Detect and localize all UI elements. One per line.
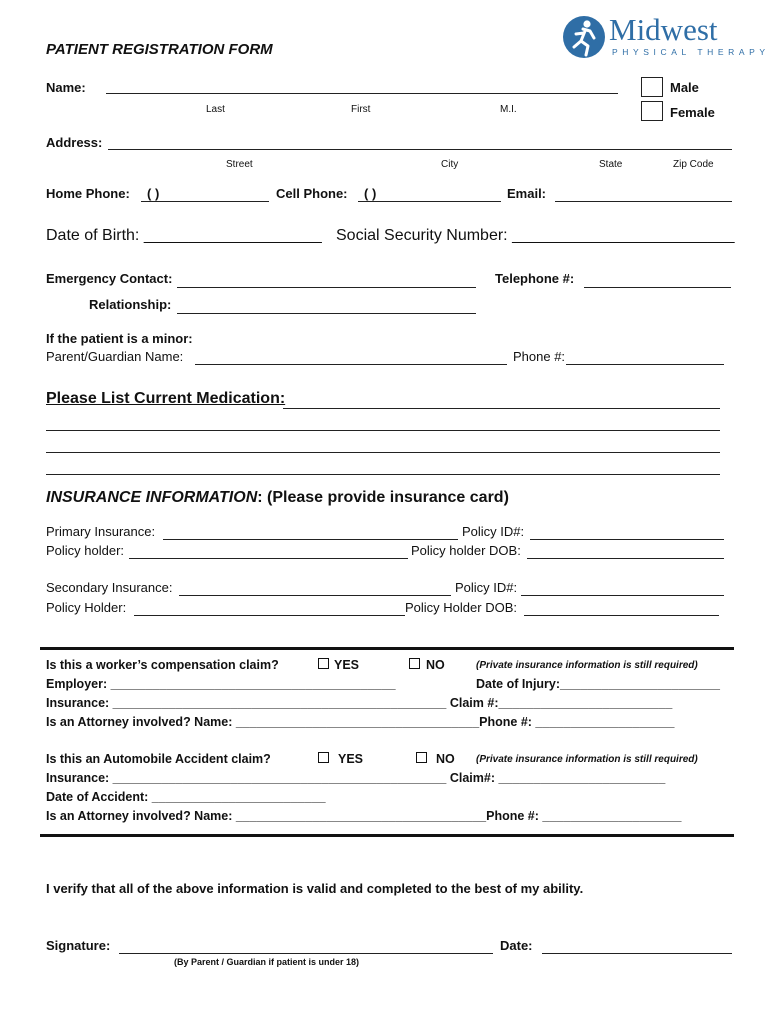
workers-comp-yes-checkbox[interactable] <box>318 658 329 669</box>
name-sub-last: Last <box>206 104 225 115</box>
home-phone-label: Home Phone: <box>46 186 130 201</box>
relationship-label: Relationship: <box>89 297 172 312</box>
name-label: Name: <box>46 80 86 95</box>
dob-label[interactable]: Date of Birth: ____________________ <box>46 227 322 244</box>
policy-holder2-field[interactable] <box>134 615 405 616</box>
insurance-heading-main: INSURANCE INFORMATION <box>46 489 258 506</box>
auto-yes-label: YES <box>338 752 364 766</box>
telephone-label: Telephone #: <box>495 271 575 286</box>
policy-holder-dob-field[interactable] <box>527 558 724 559</box>
address-sub-street: Street <box>226 159 253 170</box>
guardian-name-field[interactable] <box>195 364 507 365</box>
insurance-heading-note: : (Please provide insurance card) <box>257 489 509 506</box>
date-of-accident-label[interactable]: Date of Accident: _________________________ <box>46 790 326 804</box>
signature-note: (By Parent / Guardian if patient is under 18) <box>174 957 360 967</box>
insurance-heading <box>46 489 509 507</box>
policy-holder-dob2-label: Policy Holder DOB: <box>405 600 517 615</box>
form-title: PATIENT REGISTRATION FORM <box>46 41 273 58</box>
home-phone-field[interactable] <box>141 201 269 202</box>
wc-insurance-label[interactable]: Insurance: ________________________________________________ Claim #:_________________________ <box>46 696 673 710</box>
date-field[interactable] <box>542 953 732 954</box>
relationship-field[interactable] <box>177 313 476 314</box>
name-sub-mi: M.I. <box>500 104 517 115</box>
workers-comp-note: (Private insurance information is still required) <box>476 660 698 671</box>
address-sub-zip: Zip Code <box>673 159 714 170</box>
address-sub-state: State <box>599 159 623 170</box>
policy-holder-dob-label: Policy holder DOB: <box>411 543 521 558</box>
policy-holder-field[interactable] <box>129 558 408 559</box>
auto-attorney-label[interactable]: Is an Attorney involved? Name: ____________________________________Phone #: ____________________ <box>46 809 682 823</box>
policy-id2-field[interactable] <box>521 595 724 596</box>
wc-attorney-label[interactable]: Is an Attorney involved? Name: ___________________________________Phone #: ____________________ <box>46 715 675 729</box>
address-label: Address: <box>46 135 103 150</box>
verify-statement: I verify that all of the above information is valid and completed to the best of my ability. <box>46 881 584 896</box>
date-of-injury-label[interactable]: Date of Injury:_______________________ <box>476 677 720 691</box>
employer-label[interactable]: Employer: _________________________________________ <box>46 677 396 691</box>
cell-phone-field[interactable] <box>358 201 501 202</box>
medication-line-4[interactable] <box>46 474 720 475</box>
cell-phone-label: Cell Phone: <box>276 186 348 201</box>
section-divider-bottom <box>40 834 734 837</box>
auto-question: Is this an Automobile Accident claim? <box>46 752 271 766</box>
guardian-name-label: Parent/Guardian Name: <box>46 349 184 364</box>
secondary-insurance-field[interactable] <box>179 595 451 596</box>
email-field[interactable] <box>555 201 732 202</box>
ssn-label[interactable]: Social Security Number: _________________________ <box>336 227 735 244</box>
address-field[interactable] <box>108 149 732 150</box>
secondary-insurance-label: Secondary Insurance: <box>46 580 173 595</box>
auto-no-checkbox[interactable] <box>416 752 427 763</box>
policy-holder-dob2-field[interactable] <box>524 615 719 616</box>
name-sub-first: First <box>351 104 371 115</box>
signature-label: Signature: <box>46 938 111 953</box>
guardian-phone-field[interactable] <box>566 364 724 365</box>
primary-insurance-label: Primary Insurance: <box>46 524 156 539</box>
emergency-contact-field[interactable] <box>177 287 476 288</box>
minor-heading: If the patient is a minor: <box>46 331 193 346</box>
workers-comp-yes-label: YES <box>334 658 360 672</box>
primary-insurance-field[interactable] <box>163 539 458 540</box>
auto-no-label: NO <box>436 752 455 766</box>
email-label: Email: <box>507 186 547 201</box>
policy-holder-label: Policy holder: <box>46 543 125 558</box>
medication-line-1[interactable] <box>283 408 720 409</box>
address-sub-city: City <box>441 159 459 170</box>
auto-yes-checkbox[interactable] <box>318 752 329 763</box>
cell-phone-paren: ( ) <box>364 186 377 201</box>
auto-insurance-label[interactable]: Insurance: ________________________________________________ Claim#: ________________________ <box>46 771 666 785</box>
medication-heading: Please List Current Medication: <box>46 390 286 407</box>
policy-id-field[interactable] <box>530 539 724 540</box>
female-label: Female <box>670 105 715 120</box>
logo-name: Midwest <box>609 12 718 47</box>
guardian-phone-label: Phone #: <box>513 349 566 364</box>
female-checkbox[interactable] <box>641 101 663 121</box>
telephone-field[interactable] <box>584 287 731 288</box>
signature-field[interactable] <box>119 953 493 954</box>
home-phone-paren: ( ) <box>147 186 160 201</box>
policy-holder2-label: Policy Holder: <box>46 600 127 615</box>
emergency-contact-label: Emergency Contact: <box>46 271 173 286</box>
policy-id-label: Policy ID#: <box>462 524 525 539</box>
medication-line-3[interactable] <box>46 452 720 453</box>
male-checkbox[interactable] <box>641 77 663 97</box>
auto-note: (Private insurance information is still required) <box>476 754 698 765</box>
workers-comp-question: Is this a worker’s compensation claim? <box>46 658 279 672</box>
male-label: Male <box>670 80 699 95</box>
policy-id2-label: Policy ID#: <box>455 580 518 595</box>
workers-comp-no-checkbox[interactable] <box>409 658 420 669</box>
medication-line-2[interactable] <box>46 430 720 431</box>
section-divider-top <box>40 647 734 650</box>
name-field[interactable] <box>106 93 618 94</box>
workers-comp-no-label: NO <box>426 658 445 672</box>
runner-icon <box>561 14 607 60</box>
logo-tagline: PHYSICAL THERAPY <box>612 47 770 57</box>
date-label: Date: <box>500 938 533 953</box>
